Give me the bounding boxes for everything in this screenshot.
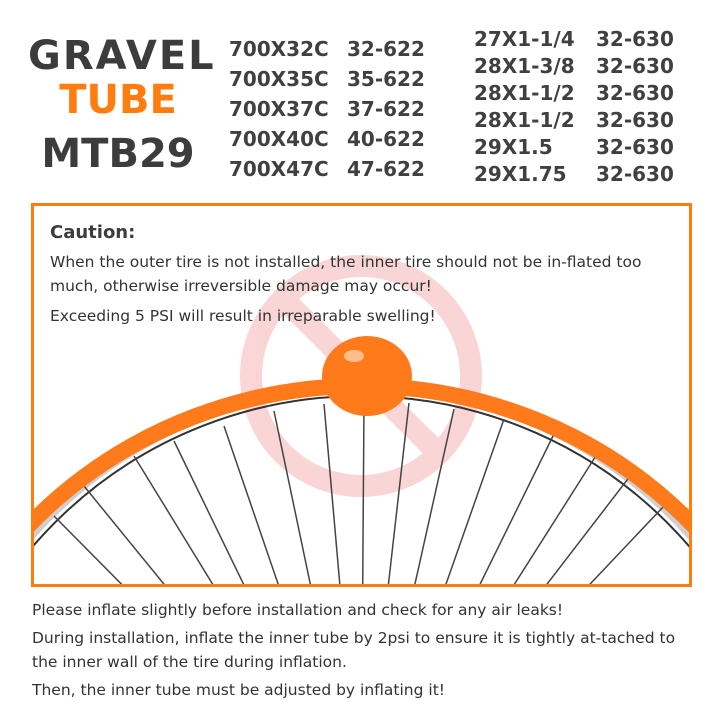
instruction-line-3: Then, the inner tube must be adjusted by inflating it! (32, 681, 445, 699)
title-mtb29: MTB29 (41, 131, 195, 177)
size-list-630 (474, 26, 674, 188)
caution-line-2: Exceeding 5 PSI will result in irreparable swelling! (50, 307, 436, 325)
size-row: 700X47C 47-622 (229, 157, 425, 181)
caution-title: Caution: (50, 222, 136, 243)
size-row: 700X40C 40-622 (229, 127, 425, 151)
caution-text (50, 250, 670, 334)
size-row: 28X1-1/2 32-630 (474, 81, 674, 105)
size-row: 28X1-1/2 32-630 (474, 108, 674, 132)
size-row: 700X35C 35-622 (229, 67, 425, 91)
title-gravel: GRAVEL (28, 33, 216, 79)
title-tube: TUBE (59, 77, 177, 123)
instruction-line-1: Please inflate slightly before installation and check for any air leaks! (32, 601, 564, 619)
size-row: 27X1-1/4 32-630 (474, 27, 674, 51)
instruction-line-2: During installation, inflate the inner tube by 2psi to ensure it is tightly at-tached to the inner wall of the tire during inflation. (32, 629, 676, 671)
caution-panel (31, 203, 692, 587)
product-title (28, 33, 216, 182)
caution-line-1: When the outer tire is not installed, the inner tire should not be in-flated too much, otherwise irreversible damage may occur! (50, 253, 642, 295)
size-row: 28X1-3/8 32-630 (474, 54, 674, 78)
size-row: 700X37C 37-622 (229, 97, 425, 121)
installation-instructions (32, 598, 692, 706)
size-list-622 (229, 34, 425, 184)
size-row: 700X32C 32-622 (229, 37, 425, 61)
size-row: 29X1.75 32-630 (474, 162, 674, 186)
size-row: 29X1.5 32-630 (474, 135, 674, 159)
